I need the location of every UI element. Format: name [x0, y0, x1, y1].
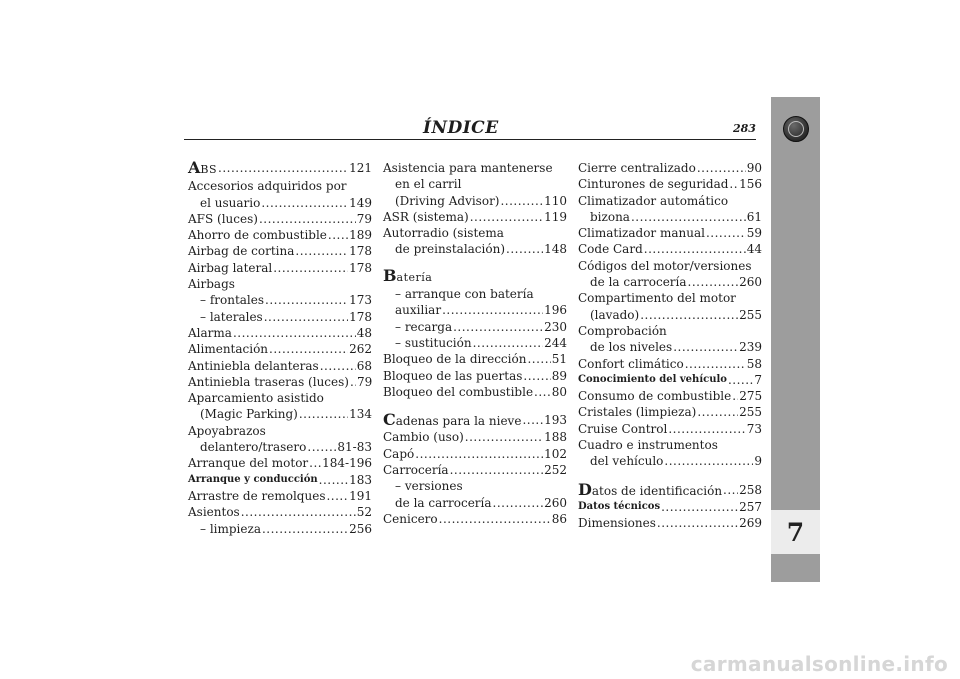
- watermark: carmanualsonline.info: [690, 652, 948, 676]
- index-entry-sustitucion[interactable]: – sustitución ..... 244: [383, 335, 567, 351]
- index-entry-cierre[interactable]: Cierre centralizado ..... 90: [578, 160, 762, 176]
- page-title: ÍNDICE: [423, 118, 499, 138]
- index-entry-arranque-bateria-line1: – arranque con batería: [395, 287, 534, 302]
- index-entry-cruise[interactable]: Cruise Control ..... 73: [578, 421, 762, 437]
- index-entry-cuadro[interactable]: del vehículo ..... 9: [578, 453, 762, 469]
- index-entry-accesorios-line1: Accesorios adquiridos por: [188, 179, 347, 194]
- index-entry-codigos[interactable]: de la carrocería ..... 260: [578, 274, 762, 290]
- index-entry-airbag-lateral[interactable]: Airbag lateral ..... 178: [188, 260, 372, 276]
- page-number: 283: [733, 122, 756, 135]
- index-entry-capo[interactable]: Capó ..... 102: [383, 446, 567, 462]
- index-entry-alimentacion[interactable]: Alimentación ..... 262: [188, 341, 372, 357]
- index-entry-cambio[interactable]: Cambio (uso) ..... 188: [383, 429, 567, 445]
- index-entry-airbag-cortina[interactable]: Airbag de cortina ..... 178: [188, 243, 372, 259]
- index-entry-autorradio[interactable]: de preinstalación) ..... 148: [383, 241, 567, 257]
- index-heading-bateria: Batería: [383, 265, 433, 285]
- index-entry-aparcamiento[interactable]: (Magic Parking) ..... 134: [188, 406, 372, 422]
- index-entry-asientos[interactable]: Asientos ..... 52: [188, 504, 372, 520]
- index-entry-comprobacion-line1: Comprobación: [578, 323, 667, 338]
- index-entry-apoyabrazos[interactable]: delantero/trasero ..... 81-83: [188, 439, 372, 455]
- index-entry-asistencia-line2: en el carril: [395, 177, 462, 192]
- index-entry-arranque-bateria[interactable]: auxiliar ..... 196: [383, 302, 567, 318]
- index-entry-ahorro[interactable]: Ahorro de combustible ..... 189: [188, 227, 372, 243]
- index-entry-asientos-limpieza[interactable]: – limpieza ..... 256: [188, 521, 372, 537]
- index-entry-dimensiones[interactable]: Dimensiones ..... 269: [578, 515, 762, 531]
- index-entry-comprobacion[interactable]: de los niveles ..... 239: [578, 339, 762, 355]
- index-entry-cuadro-line1: Cuadro e instrumentos: [578, 438, 718, 453]
- index-entry-bloqueo-direccion[interactable]: Bloqueo de la dirección ..... 51: [383, 351, 567, 367]
- index-entry-arrastre[interactable]: Arrastre de remolques ..... 191: [188, 488, 372, 504]
- index-column-2: [383, 160, 567, 527]
- index-entry-cristales[interactable]: Cristales (limpieza) ..... 255: [578, 404, 762, 420]
- index-entry-climatizador-auto[interactable]: bizona ..... 61: [578, 209, 762, 225]
- brand-logo-icon: [783, 116, 809, 142]
- index-entry-carroceria[interactable]: Carrocería ..... 252: [383, 462, 567, 478]
- index-entry-bloqueo-puertas[interactable]: Bloqueo de las puertas ..... 89: [383, 368, 567, 384]
- index-entry-apoyabrazos-line1: Apoyabrazos: [188, 423, 266, 438]
- index-entry-abs[interactable]: ABS ..... 121: [188, 160, 372, 178]
- index-entry-code-card[interactable]: Code Card ..... 44: [578, 241, 762, 257]
- index-column-3: [578, 160, 762, 532]
- index-entry-conocimiento[interactable]: Conocimiento del vehículo ..... 7: [578, 372, 762, 388]
- index-entry-codigos-line1: Códigos del motor/versiones: [578, 258, 752, 273]
- chapter-number: 7: [771, 510, 820, 554]
- index-entry-arranque-conduccion[interactable]: Arranque y conducción ..... 183: [188, 472, 372, 488]
- index-entry-datos-identificacion[interactable]: Datos de identificación ..... 258: [578, 482, 762, 499]
- index-entry-antiniebla-traseras[interactable]: Antiniebla traseras (luces) ..... 79: [188, 374, 372, 390]
- index-entry-asistencia-line1: Asistencia para mantenerse: [383, 161, 553, 175]
- index-entry-cenicero[interactable]: Cenicero ..... 86: [383, 511, 567, 527]
- index-entry-versiones-line1: – versiones: [395, 479, 463, 494]
- index-entry-versiones[interactable]: de la carrocería ..... 260: [383, 495, 567, 511]
- index-column-1: [188, 160, 372, 537]
- index-entry-consumo[interactable]: Consumo de combustible ..... 275: [578, 388, 762, 404]
- index-entry-autorradio-line1: Autorradio (sistema: [383, 226, 504, 241]
- index-entry-bloqueo-combustible[interactable]: Bloqueo del combustible ..... 80: [383, 384, 567, 400]
- index-entry-antiniebla-delanteras[interactable]: Antiniebla delanteras ..... 68: [188, 358, 372, 374]
- index-entry-laterales[interactable]: – laterales ..... 178: [188, 309, 372, 325]
- index-entry-compartimento[interactable]: (lavado) ..... 255: [578, 307, 762, 323]
- index-entry-afs[interactable]: AFS (luces) ..... 79: [188, 211, 372, 227]
- index-entry-accesorios[interactable]: el usuario ..... 149: [188, 195, 372, 211]
- index-entry-aparcamiento-line1: Aparcamiento asistido: [188, 391, 324, 406]
- index-entry-alarma[interactable]: Alarma ..... 48: [188, 325, 372, 341]
- index-entry-recarga[interactable]: – recarga ..... 230: [383, 319, 567, 335]
- index-entry-climatizador-auto-line1: Climatizador automático: [578, 193, 729, 208]
- index-entry-cadenas[interactable]: Cadenas para la nieve ..... 193: [383, 412, 567, 429]
- index-entry-arranque-motor[interactable]: Arranque del motor ..... 184-196: [188, 455, 372, 471]
- index-entry-cinturones[interactable]: Cinturones de seguridad ..... 156: [578, 176, 762, 192]
- index-entry-asistencia[interactable]: (Driving Advisor) ..... 110: [383, 193, 567, 209]
- index-entry-frontales[interactable]: – frontales ..... 173: [188, 292, 372, 308]
- index-entry-asr[interactable]: ASR (sistema) ..... 119: [383, 209, 567, 225]
- index-entry-compartimento-line1: Compartimento del motor: [578, 291, 736, 306]
- index-entry-airbags: Airbags: [188, 277, 235, 292]
- index-entry-datos-tecnicos[interactable]: Datos técnicos ..... 257: [578, 499, 762, 515]
- index-entry-climatizador-manual[interactable]: Climatizador manual ..... 59: [578, 225, 762, 241]
- header-rule: [184, 139, 756, 140]
- index-entry-confort[interactable]: Confort climático ..... 58: [578, 356, 762, 372]
